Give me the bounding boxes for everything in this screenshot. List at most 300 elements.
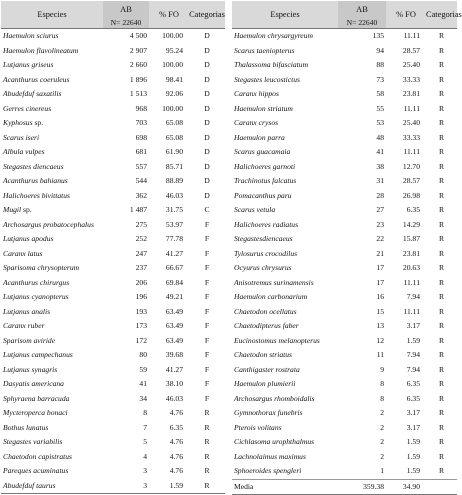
- fo-cell: 100.00: [162, 60, 183, 69]
- fo-cell: 6.35: [406, 205, 420, 214]
- species-cell: [1, 363, 103, 378]
- species-cell: [232, 73, 338, 88]
- fo-cell: 98.41: [165, 74, 183, 84]
- species-cell: [232, 319, 338, 334]
- table-row: [232, 44, 457, 59]
- ab-cell: 544: [135, 176, 147, 185]
- fo-cell: 85.71: [165, 161, 183, 171]
- category-cell: R: [189, 479, 225, 494]
- table-row: [232, 87, 457, 102]
- table-row: [1, 406, 225, 421]
- fo-cell: 11.11: [403, 277, 420, 287]
- ab-cell: 23: [376, 219, 384, 229]
- category-header: Categorias: [189, 1, 225, 29]
- ab-cell: 247: [135, 248, 147, 258]
- ab-cell: 58: [376, 89, 384, 98]
- species-cell: [232, 348, 338, 363]
- species-name: Pterois volitans: [234, 422, 282, 432]
- species-suffix: sp.: [32, 118, 44, 127]
- fo-cell: 20.63: [402, 263, 420, 272]
- fo-cell: 53.97: [165, 219, 183, 229]
- table-row: [232, 406, 457, 421]
- fo-cell: 31.75: [165, 205, 183, 214]
- category-cell: R: [438, 190, 445, 200]
- species-name: Eucinostomus melanopterus: [234, 335, 320, 345]
- species-cell: [232, 116, 338, 131]
- species-cell: [232, 174, 338, 189]
- mean-label: Media: [232, 479, 338, 495]
- species-name: Acanthurus chirurgus: [3, 277, 70, 287]
- table-row: [1, 392, 225, 407]
- category-cell: D: [204, 161, 210, 171]
- category-cell: F: [204, 219, 210, 229]
- table-row: [232, 421, 457, 436]
- category-cell: F: [204, 335, 210, 345]
- species-name: Sparisom aviride: [3, 335, 56, 345]
- table-row: [1, 276, 225, 291]
- category-cell: D: [204, 45, 210, 55]
- category-cell: F: [204, 364, 210, 374]
- table-row: [1, 44, 225, 59]
- category-cell: R: [438, 234, 445, 243]
- species-header: Especies: [1, 1, 103, 29]
- table-row: [1, 261, 225, 276]
- ab-cell: 4: [143, 451, 147, 461]
- category-cell: R: [438, 321, 445, 330]
- species-cell: [1, 319, 103, 334]
- table-row: [232, 290, 457, 305]
- fo-cell: 4.76: [169, 437, 183, 446]
- species-cell: [1, 160, 103, 175]
- category-cell: D: [204, 176, 210, 185]
- species-name: Halichoeres radiatus: [234, 219, 299, 229]
- fo-cell: 46.03: [165, 190, 183, 200]
- species-cell: [232, 464, 338, 479]
- table-row: [1, 145, 225, 160]
- category-cell: R: [438, 292, 445, 301]
- n-total-header: N= 22640: [338, 17, 386, 29]
- ab-cell: 8: [143, 408, 147, 417]
- ab-cell: 362: [135, 190, 147, 200]
- species-cell: [1, 73, 103, 88]
- fo-cell: 28.57: [402, 45, 420, 55]
- category-cell: R: [204, 422, 210, 432]
- species-cell: [1, 334, 103, 349]
- species-cell: [232, 58, 338, 73]
- category-cell: R: [438, 408, 445, 417]
- ab-cell: 34: [139, 393, 147, 403]
- species-name: Lachnolaimus maximus: [234, 451, 306, 461]
- table-row: [1, 348, 225, 363]
- species-name: Haemulon flavolineatum: [3, 45, 79, 55]
- ab-cell: 88: [376, 60, 384, 69]
- ab-header: AB: [103, 1, 149, 17]
- ab-cell: 27: [376, 205, 384, 214]
- category-header: Categorias: [426, 1, 457, 29]
- table-row: [1, 334, 225, 349]
- species-name: Haemulon plumierii: [234, 379, 296, 388]
- species-name: Acanthurus bahianus: [3, 176, 68, 185]
- ab-cell: 2: [380, 422, 384, 432]
- ab-header: AB: [338, 1, 386, 17]
- species-name: Haemulon parra: [234, 132, 285, 142]
- category-cell: R: [438, 466, 445, 475]
- species-cell: [1, 406, 103, 421]
- category-cell: F: [204, 263, 210, 272]
- ab-cell: 22: [376, 234, 384, 243]
- species-cell: [1, 203, 103, 218]
- fo-cell: 49.21: [165, 292, 183, 301]
- species-name: Mugil: [3, 205, 22, 214]
- species-cell: [232, 305, 338, 320]
- species-cell: [232, 203, 338, 218]
- species-name: Chaetodon capistratus: [3, 451, 72, 461]
- species-cell: [1, 464, 103, 479]
- table-row: [1, 203, 225, 218]
- ab-cell: 703: [135, 118, 147, 127]
- category-cell: D: [204, 31, 210, 40]
- table-row: [1, 58, 225, 73]
- category-cell: F: [204, 277, 210, 287]
- category-cell: F: [204, 393, 210, 403]
- ab-cell: 12: [376, 335, 384, 345]
- species-name: Bothus lunatus: [3, 422, 49, 432]
- species-cell: [232, 160, 338, 175]
- category-cell: R: [204, 408, 210, 417]
- category-cell: D: [204, 190, 210, 200]
- fo-cell: 11.11: [403, 306, 420, 316]
- species-name: Abudefduf saxatilis: [3, 89, 62, 98]
- species-name: Canthigaster rostrata: [234, 364, 300, 374]
- species-cell: [1, 232, 103, 247]
- species-name: Stegastes leucostictus: [234, 74, 301, 84]
- species-cell: [1, 276, 103, 291]
- species-cell: [232, 29, 338, 44]
- table-row: [1, 450, 225, 465]
- table-row: [1, 87, 225, 102]
- fo-cell: 23.81: [402, 89, 420, 98]
- species-cell: [232, 218, 338, 233]
- category-cell: F: [204, 234, 210, 243]
- ab-cell: 38: [376, 161, 384, 171]
- species-cell: [232, 334, 338, 349]
- category-cell: R: [438, 451, 445, 461]
- ab-cell: 1 513: [129, 89, 147, 98]
- category-cell: R: [438, 45, 445, 55]
- species-name: Chaetodon striatus: [234, 350, 293, 359]
- category-cell: R: [438, 205, 445, 214]
- species-name: Sphyraena barracuda: [3, 393, 70, 403]
- species-name: Thalassoma bifasciatum: [234, 60, 309, 69]
- species-cell: [232, 261, 338, 276]
- ab-cell: 13: [376, 321, 384, 330]
- fo-cell: 6.35: [406, 393, 420, 403]
- species-name: Scarus vetula: [234, 205, 276, 214]
- species-name: Abudefduf taurus: [3, 480, 56, 490]
- species-cell: [1, 29, 103, 44]
- species-cell: [232, 276, 338, 291]
- species-cell: [1, 421, 103, 436]
- ab-cell: 2: [380, 408, 384, 417]
- fo-cell: 14.29: [402, 219, 420, 229]
- ab-cell: 9: [380, 364, 384, 374]
- fo-cell: 38.10: [165, 379, 183, 388]
- category-cell: R: [438, 161, 445, 171]
- species-name: Halichoeres bivittatus: [3, 190, 70, 200]
- species-name: Lutjanus griseus: [3, 60, 54, 69]
- category-cell: R: [438, 277, 445, 287]
- ab-cell: 3: [143, 466, 147, 475]
- ab-cell: 1 487: [129, 205, 147, 214]
- species-name: Archosargus rhomboidalis: [234, 393, 315, 403]
- fo-cell: 92.06: [165, 89, 183, 98]
- table-row: [1, 174, 225, 189]
- category-cell: F: [204, 248, 210, 258]
- table-row: [232, 189, 457, 204]
- ab-cell: 1 896: [129, 74, 147, 84]
- table-row: [232, 247, 457, 262]
- fo-cell: 12.70: [402, 161, 420, 171]
- species-cell: [1, 261, 103, 276]
- fo-cell: 39.68: [165, 350, 183, 359]
- species-cell: [1, 87, 103, 102]
- species-cell: [1, 189, 103, 204]
- category-cell: R: [438, 74, 445, 84]
- table-row: [1, 290, 225, 305]
- species-cell: [232, 435, 338, 450]
- category-cell: D: [204, 132, 210, 142]
- category-cell: F: [204, 379, 210, 388]
- species-name: Haemulon sciurus: [3, 31, 59, 40]
- species-name: Stegastes diencaeus: [3, 161, 64, 171]
- category-cell: D: [204, 60, 210, 69]
- species-name: Sparisoma chrysopterum: [3, 263, 80, 272]
- table-row: [232, 145, 457, 160]
- ab-cell: 681: [135, 147, 147, 156]
- ab-cell: 698: [135, 132, 147, 142]
- category-cell: R: [438, 393, 445, 403]
- fo-cell: 46.03: [165, 393, 183, 403]
- category-cell: R: [204, 466, 210, 475]
- ab-cell: 15: [376, 306, 384, 316]
- ab-cell: 968: [135, 103, 147, 113]
- species-name: Scarus guacamaia: [234, 147, 291, 156]
- table-row: [232, 319, 457, 334]
- ab-cell: 193: [135, 306, 147, 316]
- category-cell: D: [204, 118, 210, 127]
- ab-cell: 173: [135, 321, 147, 330]
- fo-cell: 1.59: [406, 335, 420, 345]
- fo-cell: 1.59: [406, 466, 420, 475]
- species-name: Lutjanus cyanopterus: [3, 292, 69, 301]
- ab-cell: 172: [135, 335, 147, 345]
- species-name: Dasyatis americana: [3, 379, 64, 388]
- species-cell: [232, 131, 338, 146]
- species-cell: [232, 87, 338, 102]
- species-header: Especies: [232, 1, 338, 29]
- species-name: Pareques acuminatus: [3, 466, 69, 475]
- fo-cell: 11.11: [403, 103, 420, 113]
- table-row: [1, 218, 225, 233]
- ab-cell: 16: [376, 292, 384, 301]
- fo-cell: 3.17: [406, 408, 420, 417]
- table-row: [232, 102, 457, 117]
- ab-cell: 2 660: [129, 60, 147, 69]
- category-cell: F: [204, 321, 210, 330]
- category-cell: R: [438, 147, 445, 156]
- category-cell: R: [204, 437, 210, 446]
- table-row: [1, 189, 225, 204]
- ab-cell: 2: [380, 451, 384, 461]
- species-name: Caranx latus: [3, 248, 43, 258]
- category-cell: R: [438, 306, 445, 316]
- fo-cell: 7.94: [406, 292, 420, 301]
- fo-cell: 28.57: [402, 176, 420, 185]
- mean-category: [426, 479, 457, 495]
- species-name: Gymnothorax funebris: [234, 408, 303, 417]
- mean-ab: 359.38: [338, 479, 386, 495]
- category-cell: F: [204, 350, 210, 359]
- fo-cell: 11.11: [403, 31, 420, 40]
- ab-cell: 53: [376, 118, 384, 127]
- category-cell: R: [438, 364, 445, 374]
- table-row: [232, 450, 457, 465]
- species-cell: [232, 421, 338, 436]
- species-cell: [1, 116, 103, 131]
- ab-cell: 41: [376, 147, 384, 156]
- table-row: [232, 58, 457, 73]
- species-cell: [1, 174, 103, 189]
- species-cell: [1, 305, 103, 320]
- fo-cell: 6.35: [406, 379, 420, 388]
- species-name: Anisotremus surinamensis: [234, 277, 314, 287]
- fo-cell: 1.59: [149, 479, 189, 494]
- species-name: Kyphosus: [3, 118, 33, 127]
- fo-cell: 63.49: [165, 335, 183, 345]
- species-suffix: sp.: [21, 205, 32, 214]
- table-row: [232, 116, 457, 131]
- category-cell: R: [438, 31, 445, 40]
- category-cell: R: [438, 350, 445, 359]
- species-cell: [1, 450, 103, 465]
- table-row: [1, 421, 225, 436]
- table-row: [232, 435, 457, 450]
- table-row: [1, 102, 225, 117]
- fo-cell: 33.33: [402, 132, 420, 142]
- fo-cell: 41.27: [165, 364, 183, 374]
- category-cell: F: [204, 292, 210, 301]
- table-row: [232, 305, 457, 320]
- ab-cell: 275: [135, 219, 147, 229]
- species-cell: [232, 363, 338, 378]
- table-row: [232, 218, 457, 233]
- fo-cell: 65.08: [165, 118, 183, 127]
- species-name: Caranx crysos: [234, 118, 279, 127]
- species-cell: [1, 58, 103, 73]
- fo-cell: 25.40: [402, 60, 420, 69]
- table-row: [1, 377, 225, 392]
- n-total-header: N= 22640: [103, 17, 149, 29]
- category-cell: R: [204, 451, 210, 461]
- fo-cell: 4.76: [169, 451, 183, 461]
- category-cell: R: [438, 248, 445, 258]
- fo-cell: 65.08: [165, 132, 183, 142]
- ab-cell: 11: [376, 350, 384, 359]
- fo-cell: 33.33: [402, 74, 420, 84]
- species-cell: [1, 479, 103, 494]
- fo-cell: 7.94: [406, 364, 420, 374]
- table-row: [232, 348, 457, 363]
- category-cell: D: [204, 89, 210, 98]
- fo-cell: 95.24: [165, 45, 183, 55]
- table-row: [1, 29, 225, 44]
- species-name: Chaetodon ocellatus: [234, 306, 297, 316]
- fo-cell: 11.11: [403, 147, 420, 156]
- table-row: [1, 232, 225, 247]
- fo-cell: 69.84: [165, 277, 183, 287]
- table-row: [232, 131, 457, 146]
- species-cell: [232, 44, 338, 59]
- table-row: [1, 131, 225, 146]
- table-row: [232, 73, 457, 88]
- species-name: Gerres cinereus: [3, 103, 52, 113]
- species-cell: [1, 348, 103, 363]
- table-row: [232, 160, 457, 175]
- ab-cell: 3: [103, 479, 149, 494]
- species-name: Scarus iseri: [3, 132, 40, 142]
- category-cell: R: [438, 103, 445, 113]
- category-cell: R: [438, 219, 445, 229]
- fo-cell: 63.49: [165, 321, 183, 330]
- table-row: [232, 276, 457, 291]
- species-name: Sphoeroides spengleri: [234, 466, 302, 475]
- category-cell: D: [204, 147, 210, 156]
- category-cell: F: [204, 306, 210, 316]
- ab-cell: 94: [376, 45, 384, 55]
- fo-cell: 3.17: [406, 422, 420, 432]
- species-name: Chaetodipterus faber: [234, 321, 299, 330]
- fo-cell: 100.00: [162, 31, 183, 40]
- ab-cell: 59: [139, 364, 147, 374]
- ab-cell: 17: [376, 277, 384, 287]
- species-cell: [1, 290, 103, 305]
- table-row: [1, 160, 225, 175]
- table-row: [1, 464, 225, 479]
- table-row: [232, 363, 457, 378]
- fo-header: % FO: [149, 1, 189, 29]
- category-cell: R: [438, 335, 445, 345]
- category-cell: R: [438, 132, 445, 142]
- right-table-body: [232, 29, 457, 495]
- species-name: Haemulon carbonarium: [234, 292, 308, 301]
- table-row: [232, 203, 457, 218]
- species-cell: [1, 377, 103, 392]
- ab-cell: 28: [376, 190, 384, 200]
- species-cell: [232, 102, 338, 117]
- ab-cell: 252: [135, 234, 147, 243]
- ab-cell: 8: [380, 379, 384, 388]
- category-cell: R: [438, 176, 445, 185]
- species-name: Stegastes variabilis: [3, 437, 63, 446]
- ab-cell: 4 500: [129, 31, 147, 40]
- table-row: [232, 392, 457, 407]
- fo-cell: 6.35: [169, 422, 183, 432]
- species-name: Haemulon chrysargyreum: [234, 31, 313, 40]
- category-cell: R: [438, 422, 445, 432]
- ab-cell: 55: [376, 103, 384, 113]
- ab-cell: 48: [376, 132, 384, 142]
- species-name: Scarus taeniopterus: [234, 45, 295, 55]
